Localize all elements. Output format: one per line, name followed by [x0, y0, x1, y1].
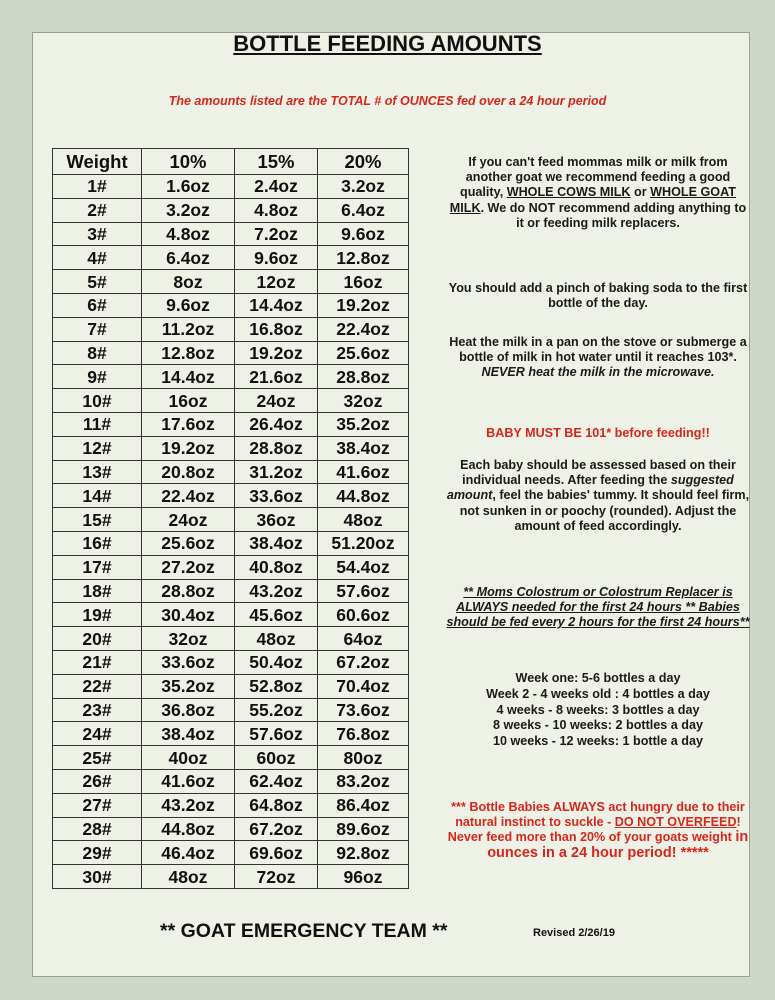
ounces-cell: 24oz — [142, 508, 235, 532]
ounces-cell: 33.6oz — [142, 650, 235, 674]
weight-cell: 20# — [53, 627, 142, 651]
ounces-cell: 83.2oz — [318, 769, 409, 793]
ounces-cell: 17.6oz — [142, 412, 235, 436]
table-row — [53, 508, 409, 532]
ounces-cell: 6.4oz — [318, 198, 409, 222]
ounces-cell: 11.2oz — [142, 317, 235, 341]
ounces-cell: 2.4oz — [235, 175, 318, 199]
ounces-cell: 16oz — [318, 270, 409, 294]
weight-cell: 15# — [53, 508, 142, 532]
ounces-cell: 55.2oz — [235, 698, 318, 722]
weight-cell: 19# — [53, 603, 142, 627]
weight-cell: 13# — [53, 460, 142, 484]
ounces-cell: 51.20oz — [318, 531, 409, 555]
bottle-schedule — [446, 671, 750, 750]
ounces-cell: 80oz — [318, 746, 409, 770]
ounces-cell: 62.4oz — [235, 769, 318, 793]
milk-recommendation-note: If you can't feed mommas milk or milk from another goat we recommend feeding a good quality, WHOLE COWS MILK or WHOLE GOAT MILK. We do NOT recommend adding anything to it or feeding milk replacers. — [449, 155, 747, 230]
table-row — [53, 389, 409, 413]
footer-team-name: ** GOAT EMERGENCY TEAM ** — [160, 920, 448, 942]
weight-cell: 23# — [53, 698, 142, 722]
ounces-cell: 38.4oz — [318, 436, 409, 460]
ounces-cell: 40.8oz — [235, 555, 318, 579]
weight-cell: 25# — [53, 746, 142, 770]
weight-cell: 17# — [53, 555, 142, 579]
weight-cell: 21# — [53, 650, 142, 674]
revised-date: Revised 2/26/19 — [533, 927, 615, 939]
weight-cell: 4# — [53, 246, 142, 270]
ounces-cell: 57.6oz — [318, 579, 409, 603]
ounces-cell: 21.6oz — [235, 365, 318, 389]
ounces-cell: 31.2oz — [235, 460, 318, 484]
ounces-cell: 28.8oz — [142, 579, 235, 603]
weight-cell: 14# — [53, 484, 142, 508]
ounces-cell: 52.8oz — [235, 674, 318, 698]
table-row — [53, 841, 409, 865]
ounces-cell: 35.2oz — [142, 674, 235, 698]
weight-cell: 5# — [53, 270, 142, 294]
feeding-table — [52, 148, 409, 889]
ounces-cell: 46.4oz — [142, 841, 235, 865]
ounces-cell: 43.2oz — [235, 579, 318, 603]
table-row — [53, 722, 409, 746]
table-row — [53, 603, 409, 627]
ounces-cell: 41.6oz — [318, 460, 409, 484]
table-row — [53, 769, 409, 793]
weight-cell: 11# — [53, 412, 142, 436]
ounces-cell: 70.4oz — [318, 674, 409, 698]
ounces-cell: 89.6oz — [318, 817, 409, 841]
weight-cell: 26# — [53, 769, 142, 793]
schedule-line: 10 weeks - 12 weeks: 1 bottle a day — [492, 734, 703, 749]
table-row — [53, 246, 409, 270]
ounces-cell: 16oz — [142, 389, 235, 413]
table-row — [53, 412, 409, 436]
weight-cell: 8# — [53, 341, 142, 365]
ounces-cell: 67.2oz — [318, 650, 409, 674]
schedule-line: 8 weeks - 10 weeks: 2 bottles a day — [492, 718, 703, 733]
weight-cell: 2# — [53, 198, 142, 222]
ounces-cell: 22.4oz — [318, 317, 409, 341]
ounces-cell: 48oz — [318, 508, 409, 532]
ounces-cell: 7.2oz — [235, 222, 318, 246]
ounces-cell: 92.8oz — [318, 841, 409, 865]
ounces-cell: 43.2oz — [142, 793, 235, 817]
table-row — [53, 817, 409, 841]
ounces-cell: 9.6oz — [142, 293, 235, 317]
table-row — [53, 865, 409, 889]
table-row — [53, 317, 409, 341]
ounces-cell: 48oz — [235, 627, 318, 651]
ounces-cell: 40oz — [142, 746, 235, 770]
temperature-warning: BABY MUST BE 101* before feeding!! — [486, 426, 710, 440]
table-row — [53, 198, 409, 222]
table-row — [53, 436, 409, 460]
ounces-cell: 14.4oz — [235, 293, 318, 317]
ounces-cell: 60oz — [235, 746, 318, 770]
weight-cell: 12# — [53, 436, 142, 460]
weight-cell: 30# — [53, 865, 142, 889]
ounces-cell: 28.8oz — [318, 365, 409, 389]
column-header: 10% — [142, 149, 235, 175]
column-header: 15% — [235, 149, 318, 175]
ounces-cell: 32oz — [142, 627, 235, 651]
ounces-cell: 67.2oz — [235, 817, 318, 841]
ounces-cell: 19.2oz — [318, 293, 409, 317]
ounces-cell: 4.8oz — [142, 222, 235, 246]
table-row — [53, 674, 409, 698]
page-title: BOTTLE FEEDING AMOUNTS — [233, 31, 542, 56]
ounces-cell: 33.6oz — [235, 484, 318, 508]
weight-cell: 6# — [53, 293, 142, 317]
schedule-line: 4 weeks - 8 weeks: 3 bottles a day — [496, 702, 700, 717]
table-row — [53, 555, 409, 579]
weight-cell: 7# — [53, 317, 142, 341]
heat-milk-note: Heat the milk in a pan on the stove or submerge a bottle of milk in hot water until it reaches 103*. NEVER heat the milk in the microwave. — [449, 335, 747, 380]
weight-cell: 18# — [53, 579, 142, 603]
table-row — [53, 531, 409, 555]
table-row — [53, 484, 409, 508]
ounces-cell: 25.6oz — [318, 341, 409, 365]
ounces-cell: 64oz — [318, 627, 409, 651]
assess-baby-note: Each baby should be assessed based on their individual needs. After feeding the suggested amount, feel the babies' tummy. It should feel firm, not sunken in or poochy (rounded). Adjust the amount of feed accordingly. — [446, 458, 750, 533]
ounces-cell: 12.8oz — [142, 341, 235, 365]
ounces-cell: 19.2oz — [235, 341, 318, 365]
ounces-cell: 48oz — [142, 865, 235, 889]
ounces-cell: 73.6oz — [318, 698, 409, 722]
ounces-cell: 22.4oz — [142, 484, 235, 508]
table-row — [53, 365, 409, 389]
weight-cell: 3# — [53, 222, 142, 246]
ounces-cell: 28.8oz — [235, 436, 318, 460]
ounces-cell: 57.6oz — [235, 722, 318, 746]
baking-soda-note: You should add a pinch of baking soda to the first bottle of the day. — [448, 281, 748, 311]
ounces-cell: 76.8oz — [318, 722, 409, 746]
colostrum-note: ** Moms Colostrum or Colostrum Replacer is ALWAYS needed for the first 24 hours ** Babies should be fed every 2 hours for the first 24 hours** — [446, 585, 750, 630]
ounces-cell: 26.4oz — [235, 412, 318, 436]
ounces-cell: 50.4oz — [235, 650, 318, 674]
ounces-cell: 72oz — [235, 865, 318, 889]
ounces-cell: 4.8oz — [235, 198, 318, 222]
column-header: 20% — [318, 149, 409, 175]
column-header: Weight — [53, 149, 142, 175]
weight-cell: 10# — [53, 389, 142, 413]
weight-cell: 27# — [53, 793, 142, 817]
table-row — [53, 341, 409, 365]
ounces-cell: 45.6oz — [235, 603, 318, 627]
schedule-line: Week one: 5-6 bottles a day — [515, 671, 681, 685]
ounces-cell: 38.4oz — [142, 722, 235, 746]
ounces-cell: 54.4oz — [318, 555, 409, 579]
ounces-cell: 30.4oz — [142, 603, 235, 627]
table-row — [53, 650, 409, 674]
table-row — [53, 698, 409, 722]
weight-cell: 1# — [53, 175, 142, 199]
ounces-cell: 9.6oz — [318, 222, 409, 246]
weight-cell: 22# — [53, 674, 142, 698]
weight-cell: 28# — [53, 817, 142, 841]
ounces-cell: 38.4oz — [235, 531, 318, 555]
ounces-cell: 6.4oz — [142, 246, 235, 270]
ounces-cell: 20.8oz — [142, 460, 235, 484]
ounces-cell: 86.4oz — [318, 793, 409, 817]
weight-cell: 9# — [53, 365, 142, 389]
table-row — [53, 627, 409, 651]
ounces-cell: 16.8oz — [235, 317, 318, 341]
table-row — [53, 460, 409, 484]
table-row — [53, 270, 409, 294]
ounces-cell: 3.2oz — [142, 198, 235, 222]
table-row — [53, 793, 409, 817]
ounces-cell: 64.8oz — [235, 793, 318, 817]
table-row — [53, 222, 409, 246]
page-subtitle: The amounts listed are the TOTAL # of OUNCES fed over a 24 hour period — [168, 94, 607, 108]
schedule-line: Week 2 - 4 weeks old : 4 bottles a day — [486, 686, 710, 701]
weight-cell: 29# — [53, 841, 142, 865]
ounces-cell: 9.6oz — [235, 246, 318, 270]
weight-cell: 16# — [53, 531, 142, 555]
ounces-cell: 12.8oz — [318, 246, 409, 270]
table-row — [53, 579, 409, 603]
ounces-cell: 19.2oz — [142, 436, 235, 460]
table-header-row — [53, 149, 409, 175]
table-row — [53, 746, 409, 770]
ounces-cell: 41.6oz — [142, 769, 235, 793]
ounces-cell: 36.8oz — [142, 698, 235, 722]
ounces-cell: 60.6oz — [318, 603, 409, 627]
overfeed-warning: *** Bottle Babies ALWAYS act hungry due to their natural instinct to suckle - DO NOT OVERFEED! Never feed more than 20% of your goats weight in ounces in a 24 hour period! ***** — [447, 800, 749, 861]
table-row — [53, 293, 409, 317]
ounces-cell: 32oz — [318, 389, 409, 413]
ounces-cell: 44.8oz — [318, 484, 409, 508]
ounces-cell: 27.2oz — [142, 555, 235, 579]
ounces-cell: 14.4oz — [142, 365, 235, 389]
ounces-cell: 96oz — [318, 865, 409, 889]
ounces-cell: 1.6oz — [142, 175, 235, 199]
ounces-cell: 24oz — [235, 389, 318, 413]
ounces-cell: 12oz — [235, 270, 318, 294]
ounces-cell: 36oz — [235, 508, 318, 532]
ounces-cell: 3.2oz — [318, 175, 409, 199]
table-row — [53, 175, 409, 199]
ounces-cell: 44.8oz — [142, 817, 235, 841]
weight-cell: 24# — [53, 722, 142, 746]
ounces-cell: 35.2oz — [318, 412, 409, 436]
ounces-cell: 25.6oz — [142, 531, 235, 555]
ounces-cell: 69.6oz — [235, 841, 318, 865]
ounces-cell: 8oz — [142, 270, 235, 294]
